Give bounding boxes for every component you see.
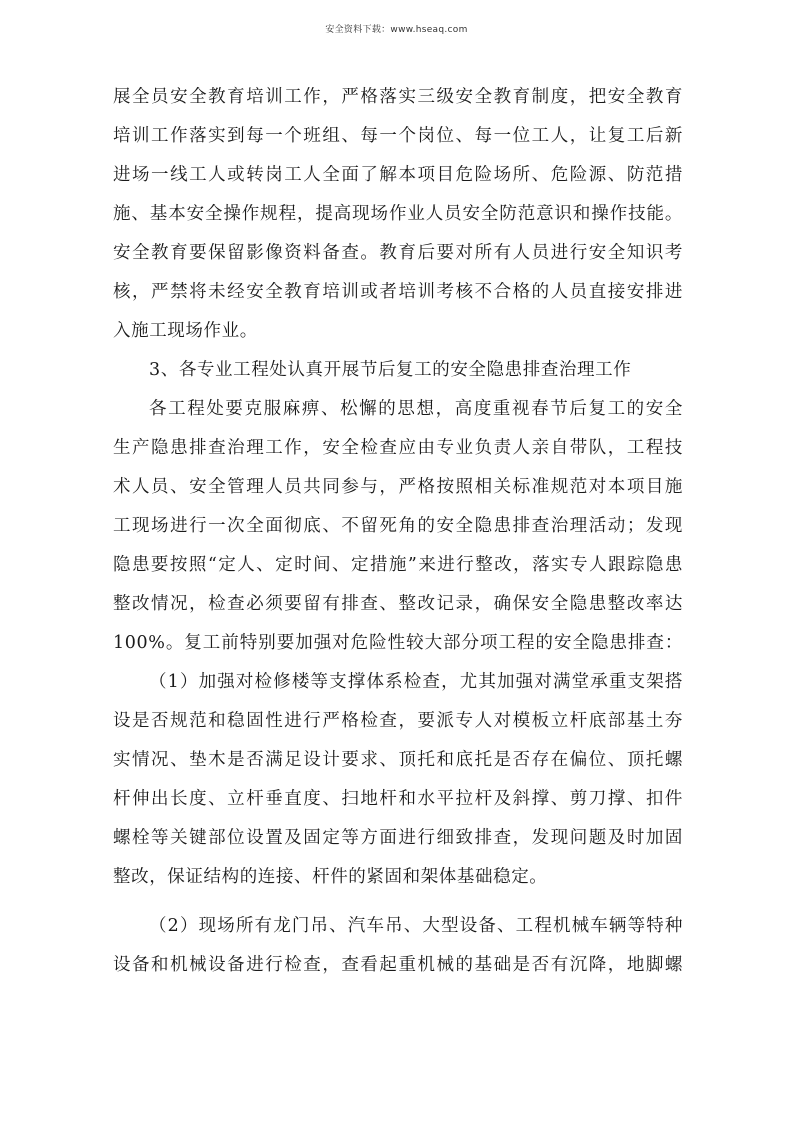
list-item-2-start: （2）现场所有龙门吊、汽车吊、大型设备、工程机械车辆等特种 <box>149 916 683 936</box>
document-body <box>113 78 683 985</box>
body-line: 整改，保证结构的连接、杆件的紧固和架体基础稳定。 <box>113 867 548 887</box>
page-header: 安全资料下载：www.hseaq.com <box>325 25 468 35</box>
section-heading: 3、各专业工程处认真开展节后复工的安全隐患排查治理工作 <box>149 360 632 380</box>
body-line: 设是否规范和稳固性进行严格检查，要派专人对模板立杆底部基土夯 <box>113 711 683 731</box>
body-line: 杆伸出长度、立杆垂直度、扫地杆和水平拉杆及斜撑、剪刀撑、扣件 <box>113 789 683 809</box>
body-line: 100%。复工前特别要加强对危险性较大部分项工程的安全隐患排查： <box>113 633 683 653</box>
list-item-1-start: （1）加强对检修楼等支撑体系检查，尤其加强对满堂承重支架搭 <box>149 672 683 692</box>
body-line: 工现场进行一次全面彻底、不留死角的安全隐患排查治理活动；发现 <box>113 516 683 536</box>
body-line: 术人员、安全管理人员共同参与，严格按照相关标准规范对本项目施 <box>113 477 683 497</box>
body-line: 各工程处要克服麻痹、松懈的思想，高度重视春节后复工的安全 <box>149 399 683 419</box>
body-line: 设备和机械设备进行检查，查看起重机械的基础是否有沉降，地脚螺 <box>113 955 683 975</box>
body-line: 进场一线工人或转岗工人全面了解本项目危险场所、危险源、防范措 <box>113 165 683 185</box>
body-line: 整改情况，检查必须要留有排查、整改记录，确保安全隐患整改率达 <box>113 594 683 614</box>
body-line: 生产隐患排查治理工作，安全检查应由专业负责人亲自带队，工程技 <box>113 438 683 458</box>
body-line: 施、基本安全操作规程，提高现场作业人员安全防范意识和操作技能。 <box>113 204 683 224</box>
body-line: 展全员安全教育培训工作，严格落实三级安全教育制度，把安全教育 <box>113 87 683 107</box>
body-line: 核，严禁将未经安全教育培训或者培训考核不合格的人员直接安排进 <box>113 282 683 302</box>
body-line: 螺栓等关键部位设置及固定等方面进行细致排查，发现问题及时加固 <box>113 828 683 848</box>
body-line: 培训工作落实到每一个班组、每一个岗位、每一位工人，让复工后新 <box>113 126 683 146</box>
body-line: 隐患要按照“定人、定时间、定措施”来进行整改，落实专人跟踪隐患 <box>113 555 683 575</box>
body-line: 入施工现场作业。 <box>113 321 258 341</box>
body-line: 实情况、垫木是否满足设计要求、顶托和底托是否存在偏位、顶托螺 <box>113 750 683 770</box>
body-line: 安全教育要保留影像资料备查。教育后要对所有人员进行安全知识考 <box>113 243 683 263</box>
